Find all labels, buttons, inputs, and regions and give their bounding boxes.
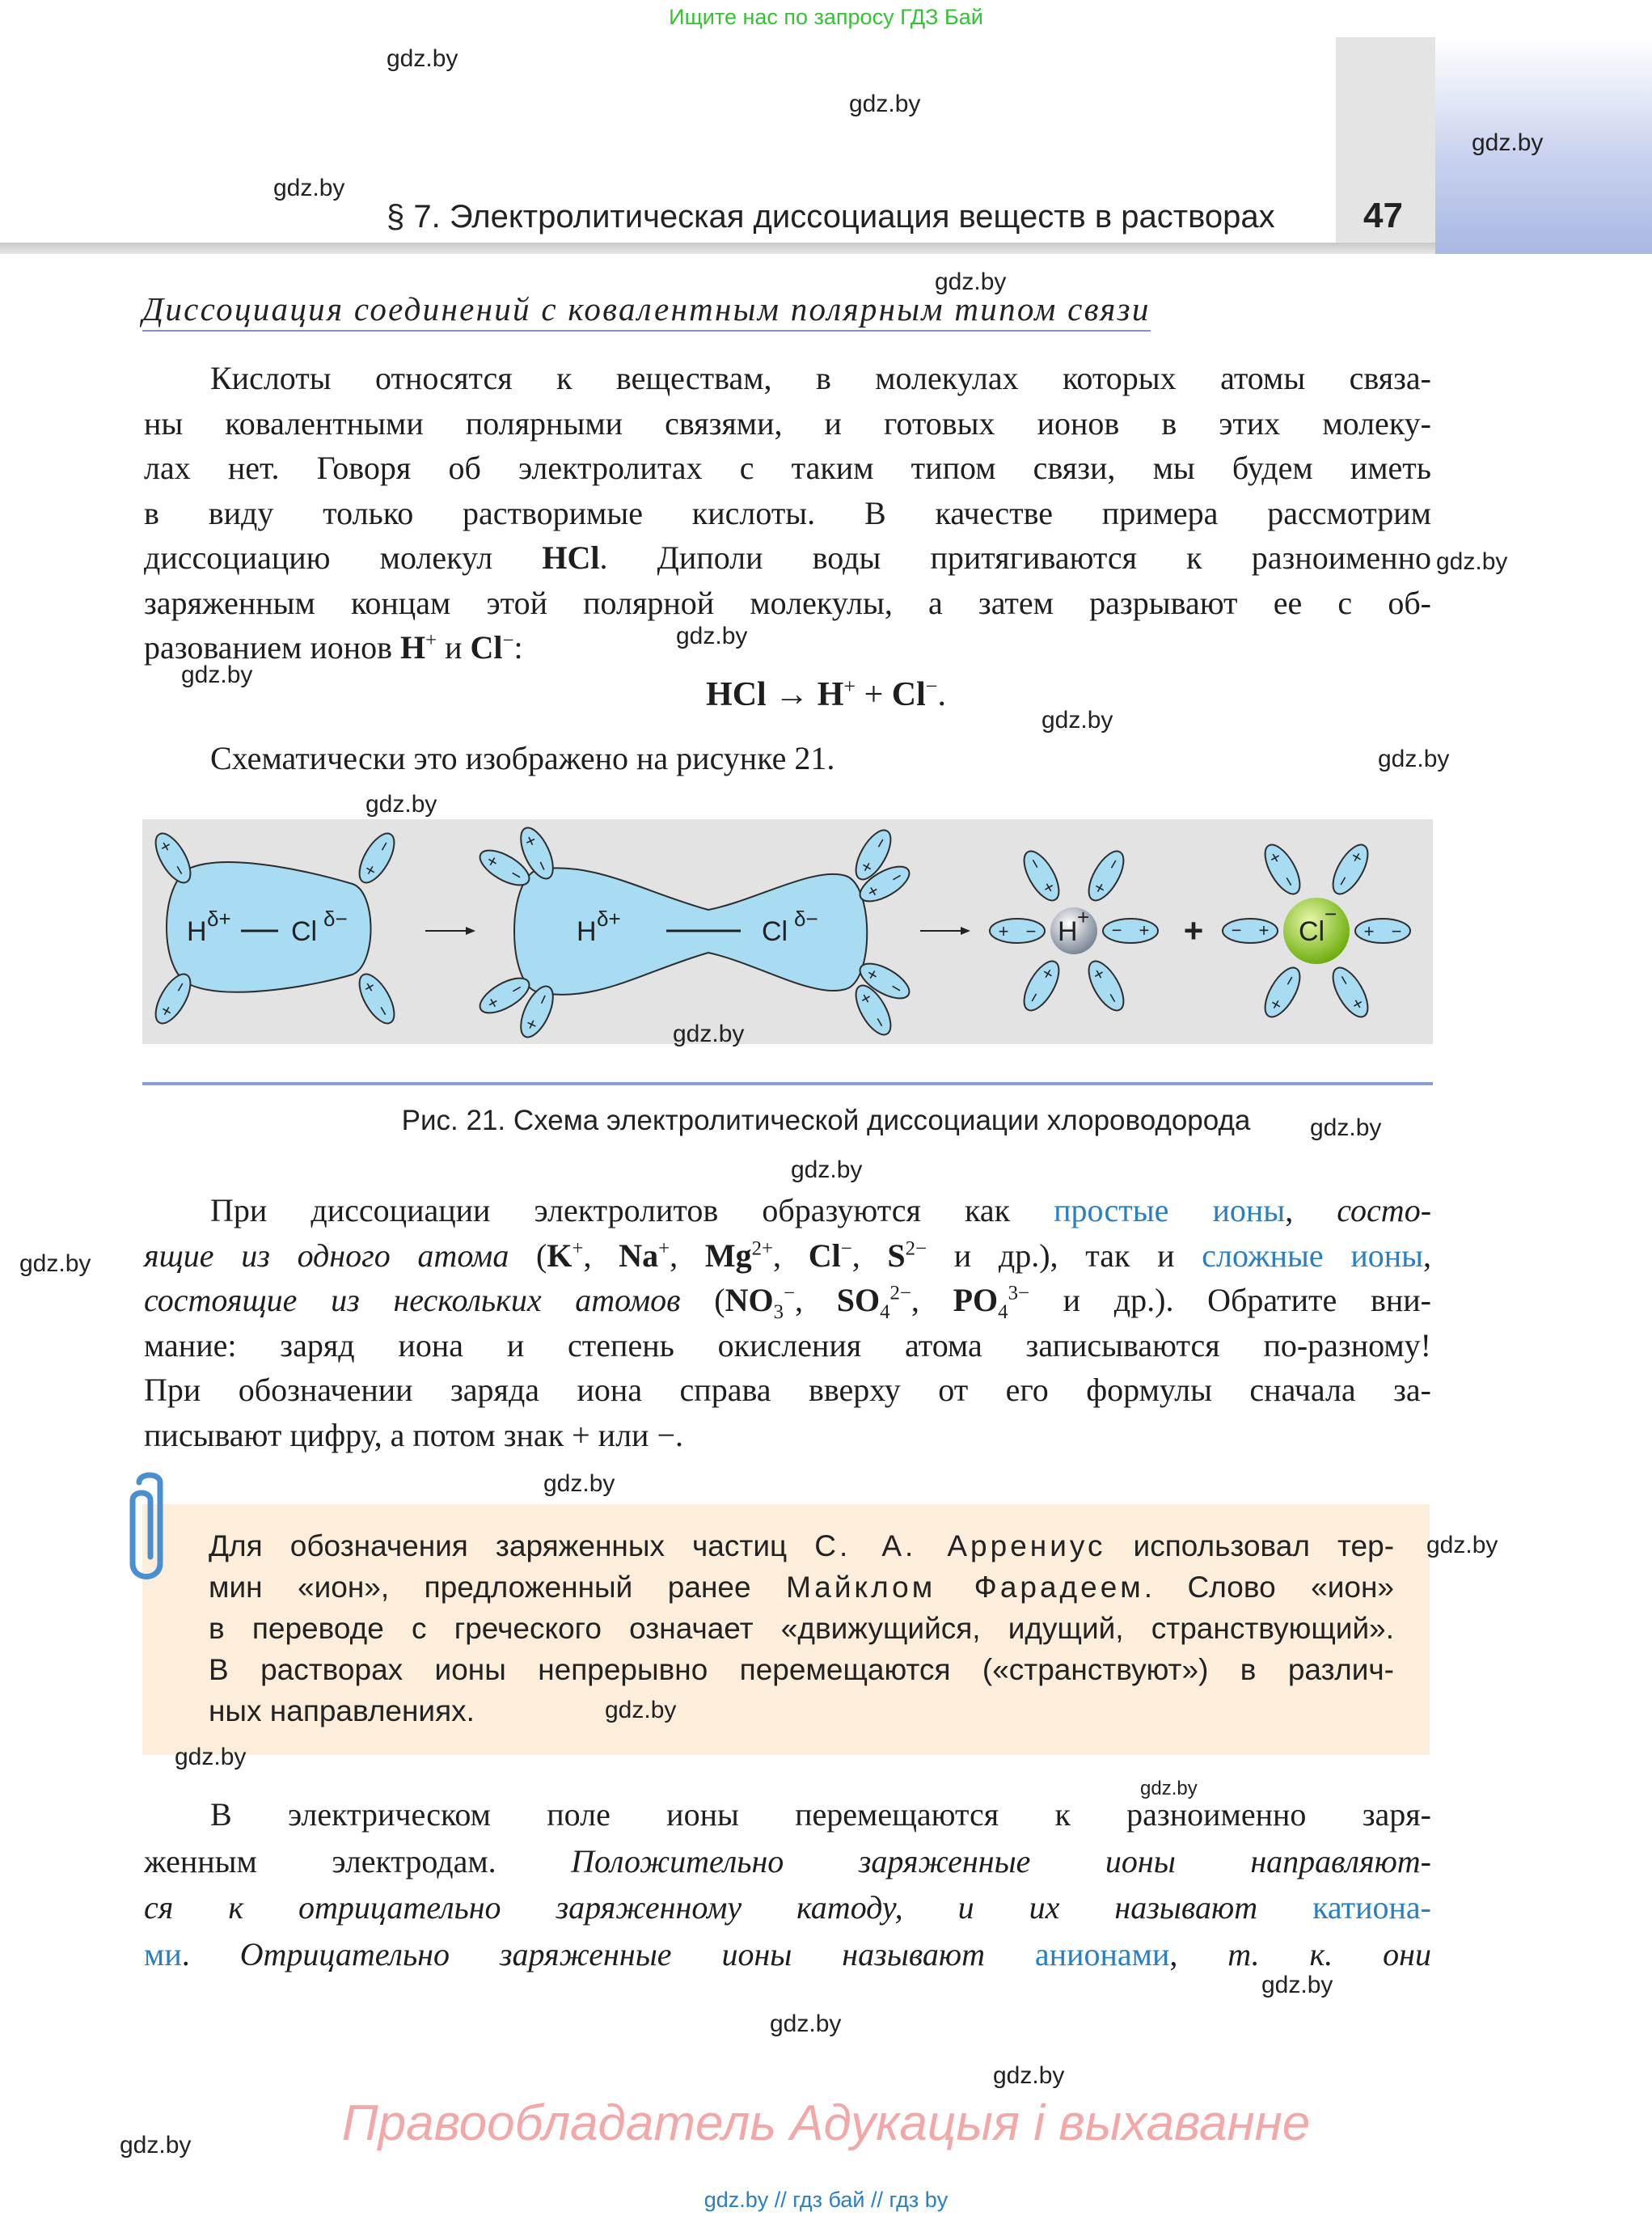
paragraph-electrodes: В электрическом поле ионы перемещаются к разноименно заря- женным электродам. Положительно заряженные ионы направляют- ся к отрицательно заряженному катоду, и их называют катиона- ми. Отрицательно заряженные ионы называют анионами, т. к. они [144,1796,1432,1972]
watermark: gdz.by [935,268,1007,295]
note-text: Для обозначения заряженных частиц С. А. Аррениус использовал тер- мин «ион», предложенный ранее Майклом Фарадеем. Слово «ион» в переводе с греческого означает «движущийся, идущий, странствующий». В растворах ионы непрерывно перемещаются («странствуют») в различ- ных направлениях. [209,1529,1395,1727]
figure-plus: + [1183,911,1204,949]
figure-rule [142,1082,1433,1085]
dissociation-equation: HCl → H+ + Cl−. [706,674,946,713]
watermark: gdz.by [849,91,921,117]
m2-cl: Cl [762,916,788,947]
m2-h-charge: δ+ [597,907,621,931]
watermark: gdz.by [605,1697,677,1723]
m2-cl-charge: δ− [794,907,818,931]
watermark: gdz.by [1041,707,1113,734]
paragraph-schematic: Схематически это изображено на рисунке 21. [210,740,835,776]
running-head: § 7. Электролитическая диссоциация веществ в растворах [387,199,1275,235]
section-title: Диссоциация соединений с ковалентным полярным типом связи [142,290,1151,332]
watermark: gdz.by [1472,129,1544,156]
watermark: gdz.by [19,1250,91,1277]
watermark: gdz.by [120,2132,192,2158]
figure-21 [123,810,1433,1044]
watermark: gdz.by [1261,1972,1333,1998]
watermark: gdz.by [1436,548,1508,575]
ion-h: H [1058,916,1078,947]
watermark: gdz.by [1140,1778,1198,1799]
watermark: gdz.by [365,791,437,818]
m1-h-charge: δ+ [207,907,231,931]
page-corner-gradient [1435,37,1652,254]
paragraph-acids: Кислоты относятся к веществам, в молекулах которых атомы связа- ны ковалентными полярными связями, и готовых ионов в этих молеку- лах нет. Говоря об электролитах с таким типом связи, мы будем иметь в виду только растворимые кислоты. В качестве примера рассмотрим диссоциацию молекул HCl. Диполи воды притягиваются к разноименно заряженным концам этой полярной молекулы, а затем разрывают ее с об- разованием ионов H+ и Cl−: [144,360,1431,666]
watermark: gdz.by [181,662,253,688]
ion-h-charge: + [1077,905,1090,929]
paragraph-ions: При диссоциации электролитов образуются как простые ионы, состо- ящие из одного атома (K+, Na+, $Mg^{2+}$, Cl−, $S^{2-}$ и др.), так и сложные ионы, состоящие из нескольких атомов ($NO_3^-$, $SO_4^{2-}$, $PO_4^{3-}$ и др.). Обратите вни- мание: заряд иона и степень окисления атома записываются по-разному! При обозначении заряда иона справа вверху от его формулы сначала за- писывают цифру, а потом знак + или −. [144,1192,1432,1453]
footer-links[interactable]: gdz.by // гдз бай // гдз by [703,2188,949,2212]
watermark: gdz.by [1426,1532,1498,1558]
watermark: gdz.by [175,1744,247,1770]
watermark: gdz.by [273,175,345,201]
m1-h: H [187,916,207,947]
figure-caption: Рис. 21. Схема электролитической диссоциации хлороводорода [401,1105,1251,1136]
m1-cl: Cl [291,916,318,947]
note-box [142,1504,1430,1755]
watermark: gdz.by [770,2010,842,2037]
watermark: gdz.by [1378,746,1450,772]
search-banner: Ищите нас по запросу ГДЗ Бай [669,5,983,29]
ion-cl-charge: − [1325,902,1337,926]
header-band [0,243,1435,254]
watermark: gdz.by [993,2062,1065,2089]
watermark: gdz.by [543,1470,615,1497]
m2-h: H [577,916,597,947]
watermark: gdz.by [673,1021,745,1047]
watermark: gdz.by [791,1156,863,1183]
watermark: gdz.by [676,623,748,649]
watermark: gdz.by [387,45,458,72]
paperclip-icon [121,1468,186,1589]
m1-cl-charge: δ− [323,907,348,931]
watermark: gdz.by [1310,1114,1382,1141]
copyright-notice: Правообладатель Адукацыя і выхаванне [341,2095,1311,2151]
dissociation-diagram: + − H δ+ Cl δ− H δ+ Cl δ− H + + Cl − [142,819,1433,1044]
page-number: 47 [1363,196,1403,235]
ion-cl: Cl [1299,916,1325,947]
